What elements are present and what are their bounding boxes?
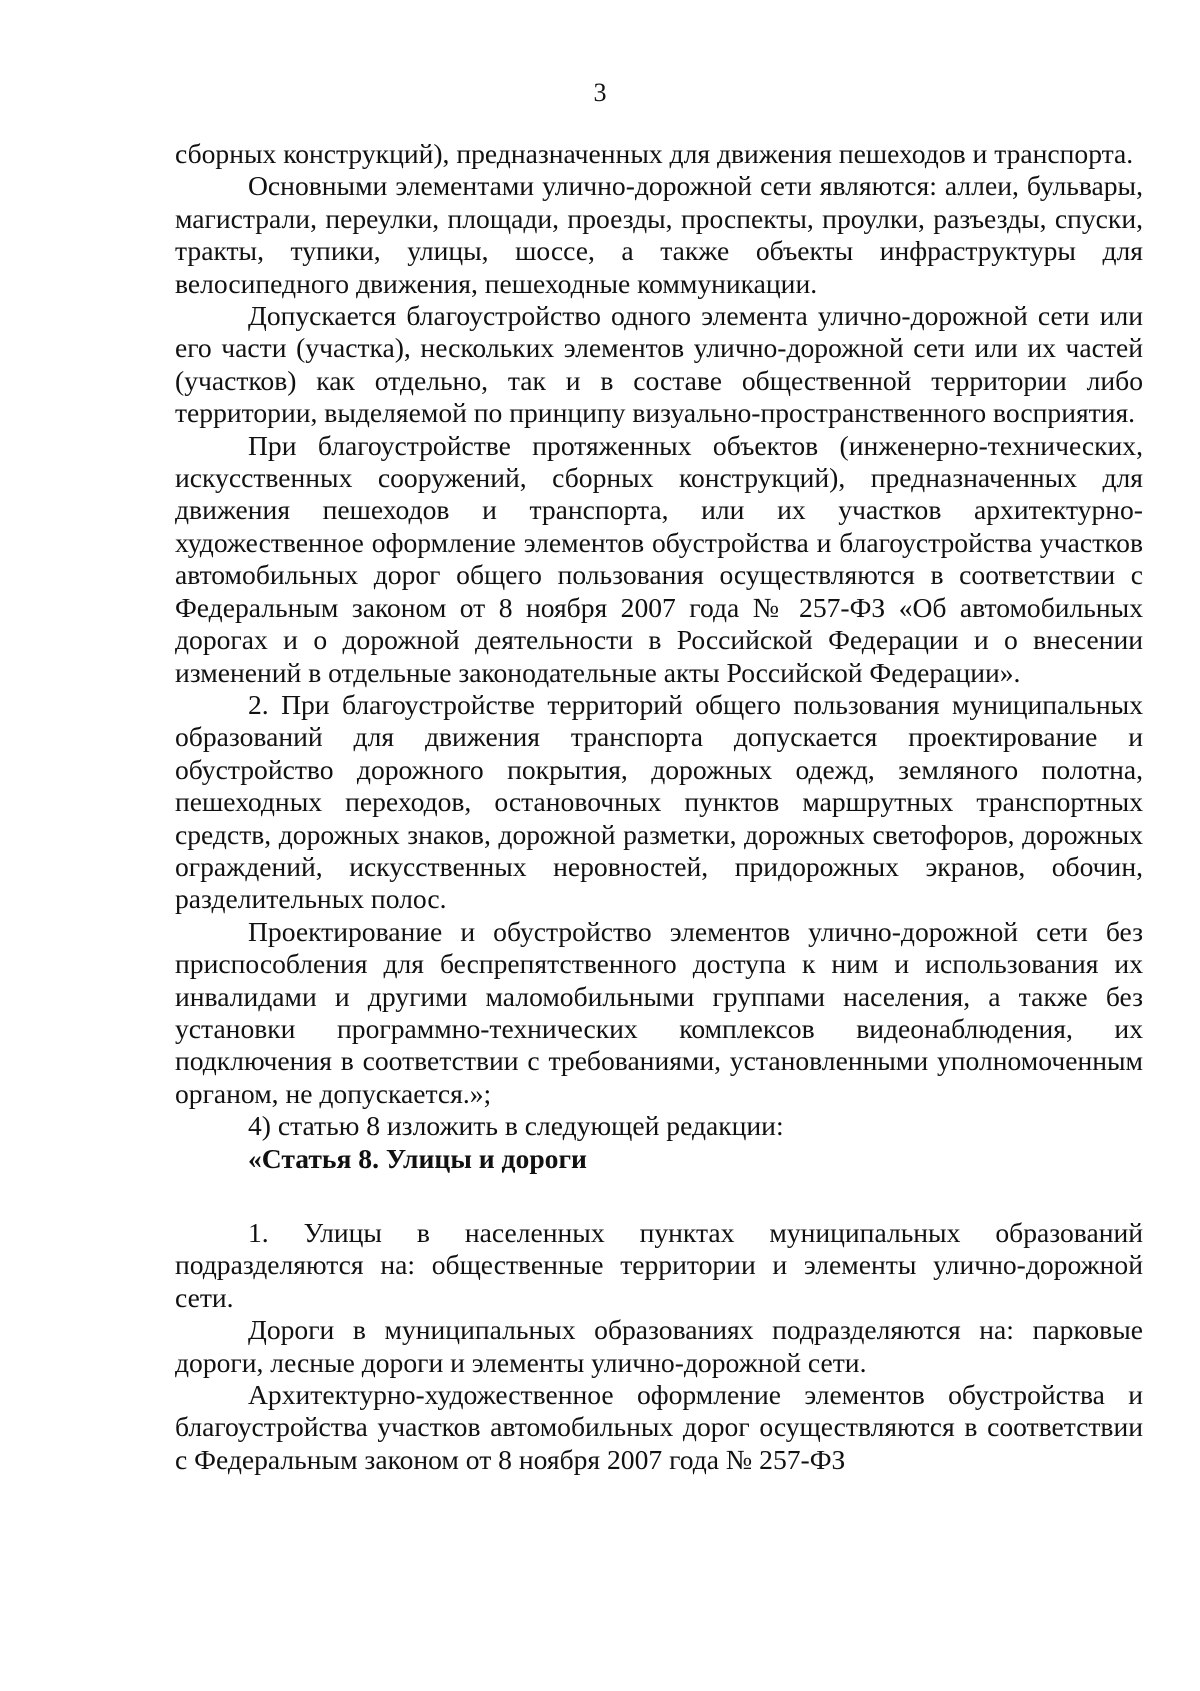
paragraph-permitted-improvement: Допускается благоустройство одного элемента улично-дорожной сети или его части (участка), нескольких элементов улично-дорожной сети или их частей (участков) как отдельно, так и в составе общественной территории либо территории, выделяемой по принципу визуально-пространственного восприятия.: [175, 300, 1143, 429]
paragraph-amendment-4: 4) статью 8 изложить в следующей редакции:: [248, 1110, 784, 1142]
document-body: [175, 138, 1143, 1476]
paragraph-continuation: сборных конструкций), предназначенных для движения пешеходов и транспорта.: [175, 138, 1134, 169]
paragraph-architectural-design: Архитектурно-художественное оформление элементов обустройства и благоустройства участков автомобильных дорог осуществляются в соответствии с Федеральным законом от 8 ноября 2007 года № 257-ФЗ: [175, 1379, 1143, 1475]
paragraph-item-2: 2. При благоустройстве территорий общего пользования муниципальных образований для движения транспорта допускается проектирование и обустройство дорожного покрытия, дорожных одежд, земляного полотна, пешеходных переходов, остановочных пунктов маршрутных транспортных средств, дорожных знаков, дорожной разметки, дорожных светофоров, дорожных ограждений, искусственных неровностей, придорожных экранов, обочин, разделительных полос.: [175, 688, 1143, 915]
spacer: [175, 1175, 1143, 1217]
paragraph-accessibility: Проектирование и обустройство элементов улично-дорожной сети без приспособления для беспрепятственного доступа к ним и использования их инвалидами и другими маломобильными группами населения, а также без установки программно-технических комплексов видеонаблюдения, их подключения в соответствии с требованиями, установленными уполномоченным органом, не допускается.»;: [175, 915, 1143, 1109]
paragraph-street-network-elements: Основными элементами улично-дорожной сети являются: аллеи, бульвары, магистрали, переулки, площади, проезды, проспекты, проулки, разъезды, спуски, тракты, тупики, улицы, шоссе, а также объекты инфраструктуры для велосипедного движения, пешеходные коммуникации.: [175, 170, 1143, 299]
paragraph-streets-classification: 1. Улицы в населенных пунктах муниципальных образований подразделяются на: общественные территории и элементы улично-дорожной сети.: [175, 1217, 1143, 1313]
paragraph-roads-classification: Дороги в муниципальных образованиях подразделяются на: парковые дороги, лесные дороги и элементы улично-дорожной сети.: [175, 1314, 1143, 1378]
page-number: 3: [593, 78, 607, 107]
paragraph-extended-objects: При благоустройстве протяженных объектов (инженерно-технических, искусственных сооружений, сборных конструкций), предназначенных для движения пешеходов и транспорта, или их участков архитектурно-художественное оформление элементов обустройства и благоустройства участков автомобильных дорог общего пользования осуществляются в соответствии с Федеральным законом от 8 ноября 2007 года № 257-ФЗ «Об автомобильных дорогах и о дорожной деятельности в Российской Федерации и о внесении изменений в отдельные законодательные акты Российской Федерации».: [175, 429, 1143, 688]
article-heading: «Статья 8. Улицы и дороги: [248, 1142, 587, 1174]
